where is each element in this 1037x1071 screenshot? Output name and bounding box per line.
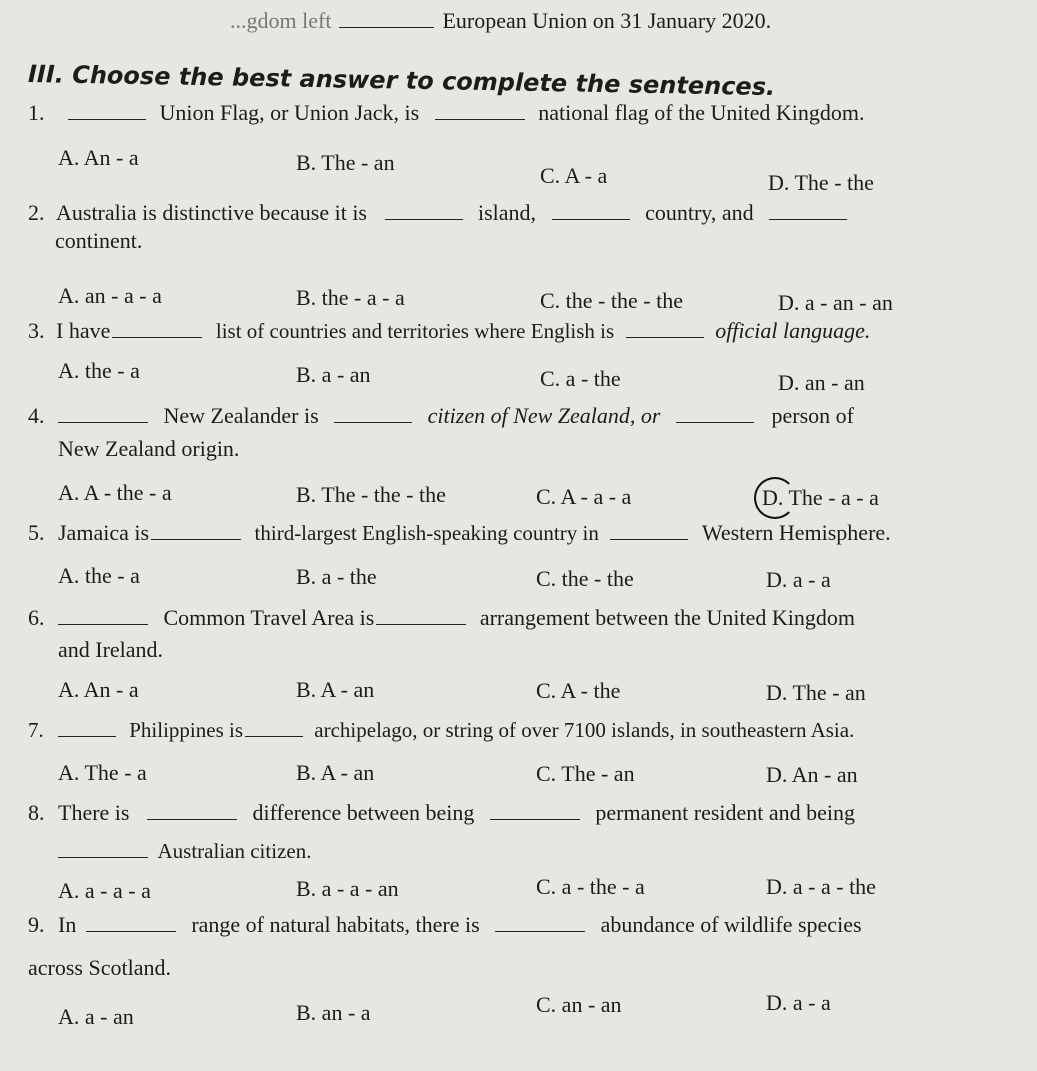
question-text: continent. [55,228,143,253]
question-text: Common Travel Area is [163,605,375,630]
option-d[interactable]: D. a - a [766,990,831,1015]
question-text: Australia is distinctive because it is [56,200,367,225]
top-line [230,8,771,34]
question-text: New Zealand origin. [58,436,240,461]
option-b[interactable]: B. the - a - a [296,285,405,310]
option-a[interactable]: A. the - a [58,563,140,588]
question-8 [28,800,855,826]
answer-blank[interactable] [58,856,148,858]
question-text: Western Hemisphere. [701,520,891,545]
answer-blank[interactable] [68,118,146,120]
option-b[interactable]: B. a - a - an [296,876,399,901]
answer-blank[interactable] [334,421,412,423]
question-7 [28,718,854,743]
question-number: 2. [28,200,45,225]
question-number: 3. [28,318,45,343]
option-a[interactable]: A. An - a [58,677,139,702]
option-a[interactable]: A. a - an [58,1004,134,1029]
question-text: permanent resident and being [595,800,856,825]
question-text: Philippines is [129,718,244,742]
option-d[interactable]: D. a - a - the [766,874,876,899]
answer-blank[interactable] [376,623,466,625]
option-c[interactable]: C. A - a - a [536,484,632,509]
option-d[interactable]: D. The - the [768,170,874,195]
top-line-prefix: ...gdom left [230,8,332,33]
option-c[interactable]: C. an - an [536,992,622,1017]
question-text: Union Flag, or Union Jack, is [159,100,420,125]
answer-blank[interactable] [490,818,580,820]
option-b[interactable]: B. a - the [296,564,377,589]
option-d[interactable]: D. a - a [766,567,831,592]
question-number: 8. [28,800,45,825]
option-a[interactable]: A. A - the - a [58,480,172,505]
section-heading: III. Choose the best answer to complete the sentences. [27,60,776,102]
option-d[interactable]: D. a - an - an [778,290,893,315]
option-a[interactable]: A. The - a [58,760,147,785]
question-text: citizen of New Zealand, or [427,403,661,428]
question-2 [28,200,847,226]
question-text: country, and [645,200,754,225]
answer-blank[interactable] [610,538,688,540]
answer-blank[interactable] [626,336,704,338]
question-text: across Scotland. [28,955,171,980]
question-text: range of natural habitats, there is [191,912,480,937]
option-c[interactable]: C. A - the [536,678,621,703]
question-text: list of countries and territories where English is [215,319,615,343]
top-line-text: European Union on 31 January 2020. [442,8,772,33]
answer-blank[interactable] [58,421,148,423]
question-text: arrangement between the United Kingdom [479,605,855,630]
answer-blank[interactable] [58,735,116,737]
question-number: 9. [28,912,45,937]
question-text: I have [56,318,111,343]
option-c[interactable]: C. the - the [536,566,634,591]
option-a[interactable]: A. an - a - a [58,283,162,308]
option-b[interactable]: B. a - an [296,362,371,387]
option-a[interactable]: A. An - a [58,145,139,170]
option-d[interactable]: D. an - an [778,370,865,395]
option-b[interactable]: B. an - a [296,1000,371,1025]
answer-blank[interactable] [112,336,202,338]
question-text: national flag of the United Kingdom. [538,100,865,125]
option-a[interactable]: A. the - a [58,358,140,383]
option-c[interactable]: C. a - the [540,366,621,391]
answer-blank[interactable] [86,930,176,932]
answer-blank[interactable] [435,118,525,120]
selected-answer-mark [762,485,879,511]
question-text: abundance of wildlife species [600,912,862,937]
option-d[interactable]: D. An - an [766,762,858,787]
question-5 [28,520,891,546]
question-4 [28,403,854,429]
question-text: person of [771,403,854,428]
option-d[interactable] [762,485,879,511]
question-text: third-largest English-speaking country in [254,521,599,545]
answer-blank [339,26,434,28]
question-number: 1. [28,100,45,125]
question-1 [28,100,864,126]
option-c[interactable]: C. The - an [536,761,635,786]
question-text: official language. [715,318,871,343]
question-text: and Ireland. [58,637,164,662]
question-number: 7. [28,718,44,742]
option-a[interactable]: A. a - a - a [58,878,151,903]
option-c[interactable]: C. the - the - the [540,288,683,313]
option-b[interactable]: B. A - an [296,760,375,785]
answer-blank[interactable] [245,735,303,737]
option-c[interactable]: C. a - the - a [536,874,645,899]
question-9 [28,912,862,938]
option-b[interactable]: B. A - an [296,677,375,702]
question-number: 5. [28,520,45,545]
question-text: There is [58,800,130,825]
option-c[interactable]: C. A - a [540,163,608,188]
question-text: difference between being [252,800,475,825]
question-text: Australian citizen. [157,839,312,863]
answer-blank[interactable] [495,930,585,932]
question-text: island, [478,200,537,225]
question-text: New Zealander is [163,403,319,428]
question-3 [28,318,870,344]
question-text: In [58,912,77,937]
question-6 [28,605,855,631]
question-8-line-2 [58,838,311,864]
answer-blank[interactable] [151,538,241,540]
circle-mark-icon [754,477,796,519]
answer-blank[interactable] [676,421,754,423]
answer-blank[interactable] [769,218,847,220]
answer-blank[interactable] [552,218,630,220]
answer-blank[interactable] [385,218,463,220]
question-text: archipelago, or string of over 7100 islands, in southeastern Asia. [314,718,855,742]
answer-blank[interactable] [147,818,237,820]
question-number: 4. [28,403,45,428]
option-d[interactable]: D. The - an [766,680,866,705]
option-b[interactable]: B. The - the - the [296,482,446,507]
question-number: 6. [28,605,45,630]
option-b[interactable]: B. The - an [296,150,395,175]
option-label: D. The - a - a [762,485,879,510]
question-text: Jamaica is [58,520,150,545]
answer-blank[interactable] [58,623,148,625]
